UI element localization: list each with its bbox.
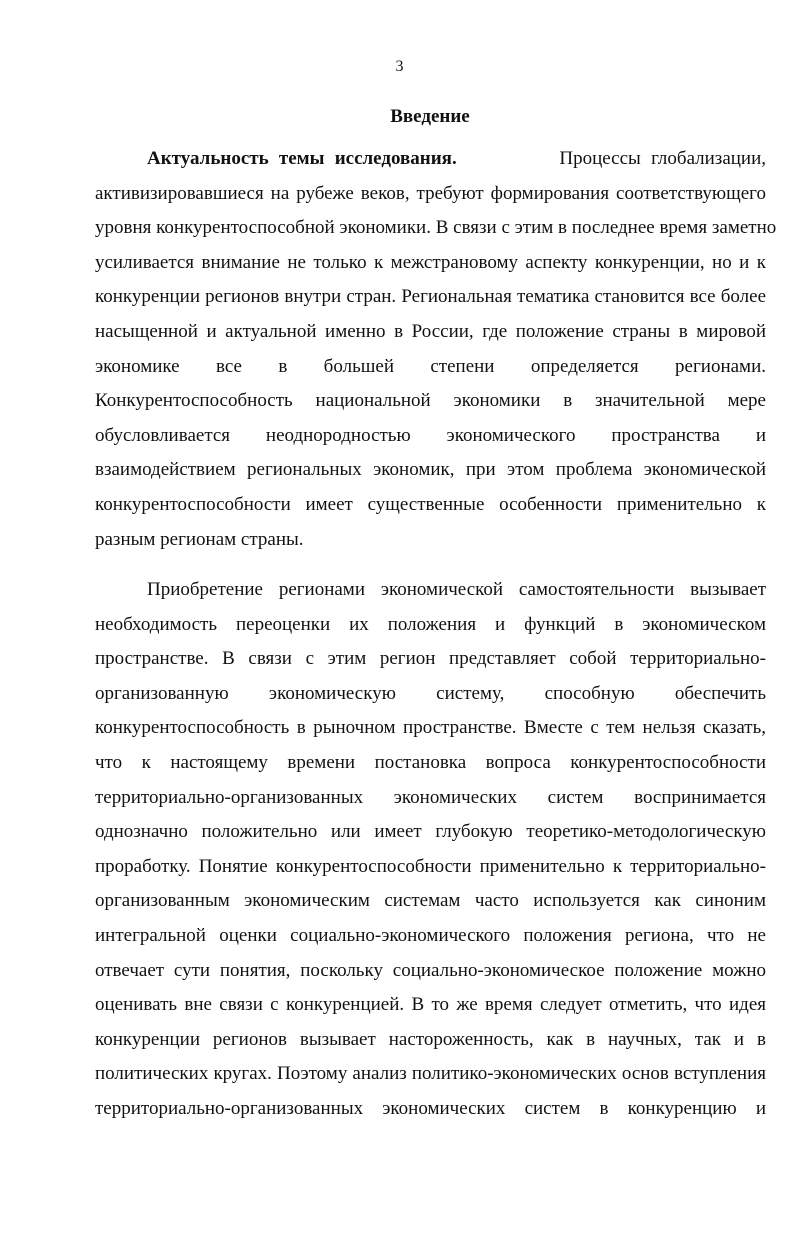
- paragraph-line: отвечает сути понятия, поскольку социально-экономическое положение можно: [95, 959, 766, 981]
- paragraph-line: конкуренции регионов вызывает настороженность, как в научных, так и в: [95, 1028, 766, 1050]
- paragraph-line: проработку. Понятие конкурентоспособности применительно к территориально-: [95, 855, 766, 877]
- page-number: 3: [395, 58, 404, 75]
- paragraph-line: необходимость переоценки их положения и функций в экономическом: [95, 613, 766, 635]
- paragraph-line: экономике все в большей степени определяется регионами.: [95, 355, 766, 377]
- paragraph-line: организованную экономическую систему, способную обеспечить: [95, 682, 766, 704]
- paragraph-line: уровня конкурентоспособной экономики. В связи с этим в последнее время заметно: [95, 217, 777, 239]
- paragraph-1: [95, 142, 777, 557]
- paragraph-line: обусловливается неоднородностью экономического пространства и: [95, 424, 766, 446]
- paragraph-line: активизировавшиеся на рубеже веков, требуют формирования соответствующего: [95, 182, 766, 204]
- paragraph-line: насыщенной и актуальной именно в России, где положение страны в мировой: [95, 320, 766, 342]
- paragraph-line: усиливается внимание не только к межстрановому аспекту конкуренции, но и к: [95, 251, 766, 273]
- line-text: Процессы глобализации,: [559, 148, 767, 169]
- paragraph-line: [95, 142, 766, 177]
- section-heading: Введение: [390, 106, 470, 127]
- paragraph-line: территориально-организованных экономических систем в конкуренцию и: [95, 1097, 766, 1119]
- paragraph-line: конкурентоспособности имеет существенные особенности применительно к: [95, 493, 766, 515]
- paragraph-line: однозначно положительно или имеет глубокую теоретико-методологическую: [95, 821, 766, 843]
- paragraph-line: конкурентоспособность в рыночном пространстве. Вместе с тем нельзя сказать,: [95, 717, 766, 739]
- paragraph-line: конкуренции регионов внутри стран. Региональная тематика становится все более: [95, 286, 766, 308]
- paragraph-line: что к настоящему времени постановка вопроса конкурентоспособности: [95, 751, 766, 773]
- paragraph-line: Приобретение регионами экономической самостоятельности вызывает: [147, 579, 766, 600]
- paragraph-line: организованным экономическим системам часто используется как синоним: [95, 890, 766, 912]
- paragraph-2: [95, 573, 766, 1127]
- lead-phrase: Актуальность темы исследования.: [147, 148, 457, 169]
- paragraph-line: пространстве. В связи с этим регион представляет собой территориально-: [95, 648, 766, 670]
- paragraph-line: Конкурентоспособность национальной экономики в значительной мере: [95, 390, 766, 412]
- paragraph-line: взаимодействием региональных экономик, при этом проблема экономической: [95, 459, 766, 481]
- paragraph-line: политических кругах. Поэтому анализ политико-экономических основ вступления: [95, 1063, 766, 1085]
- paragraph-line: разным регионам страны.: [95, 528, 304, 550]
- paragraph-line: территориально-организованных экономических систем воспринимается: [95, 786, 766, 808]
- paragraph-line: оценивать вне связи с конкуренцией. В то же время следует отметить, что идея: [95, 994, 766, 1016]
- paragraph-line: интегральной оценки социально-экономического положения региона, что не: [95, 924, 766, 946]
